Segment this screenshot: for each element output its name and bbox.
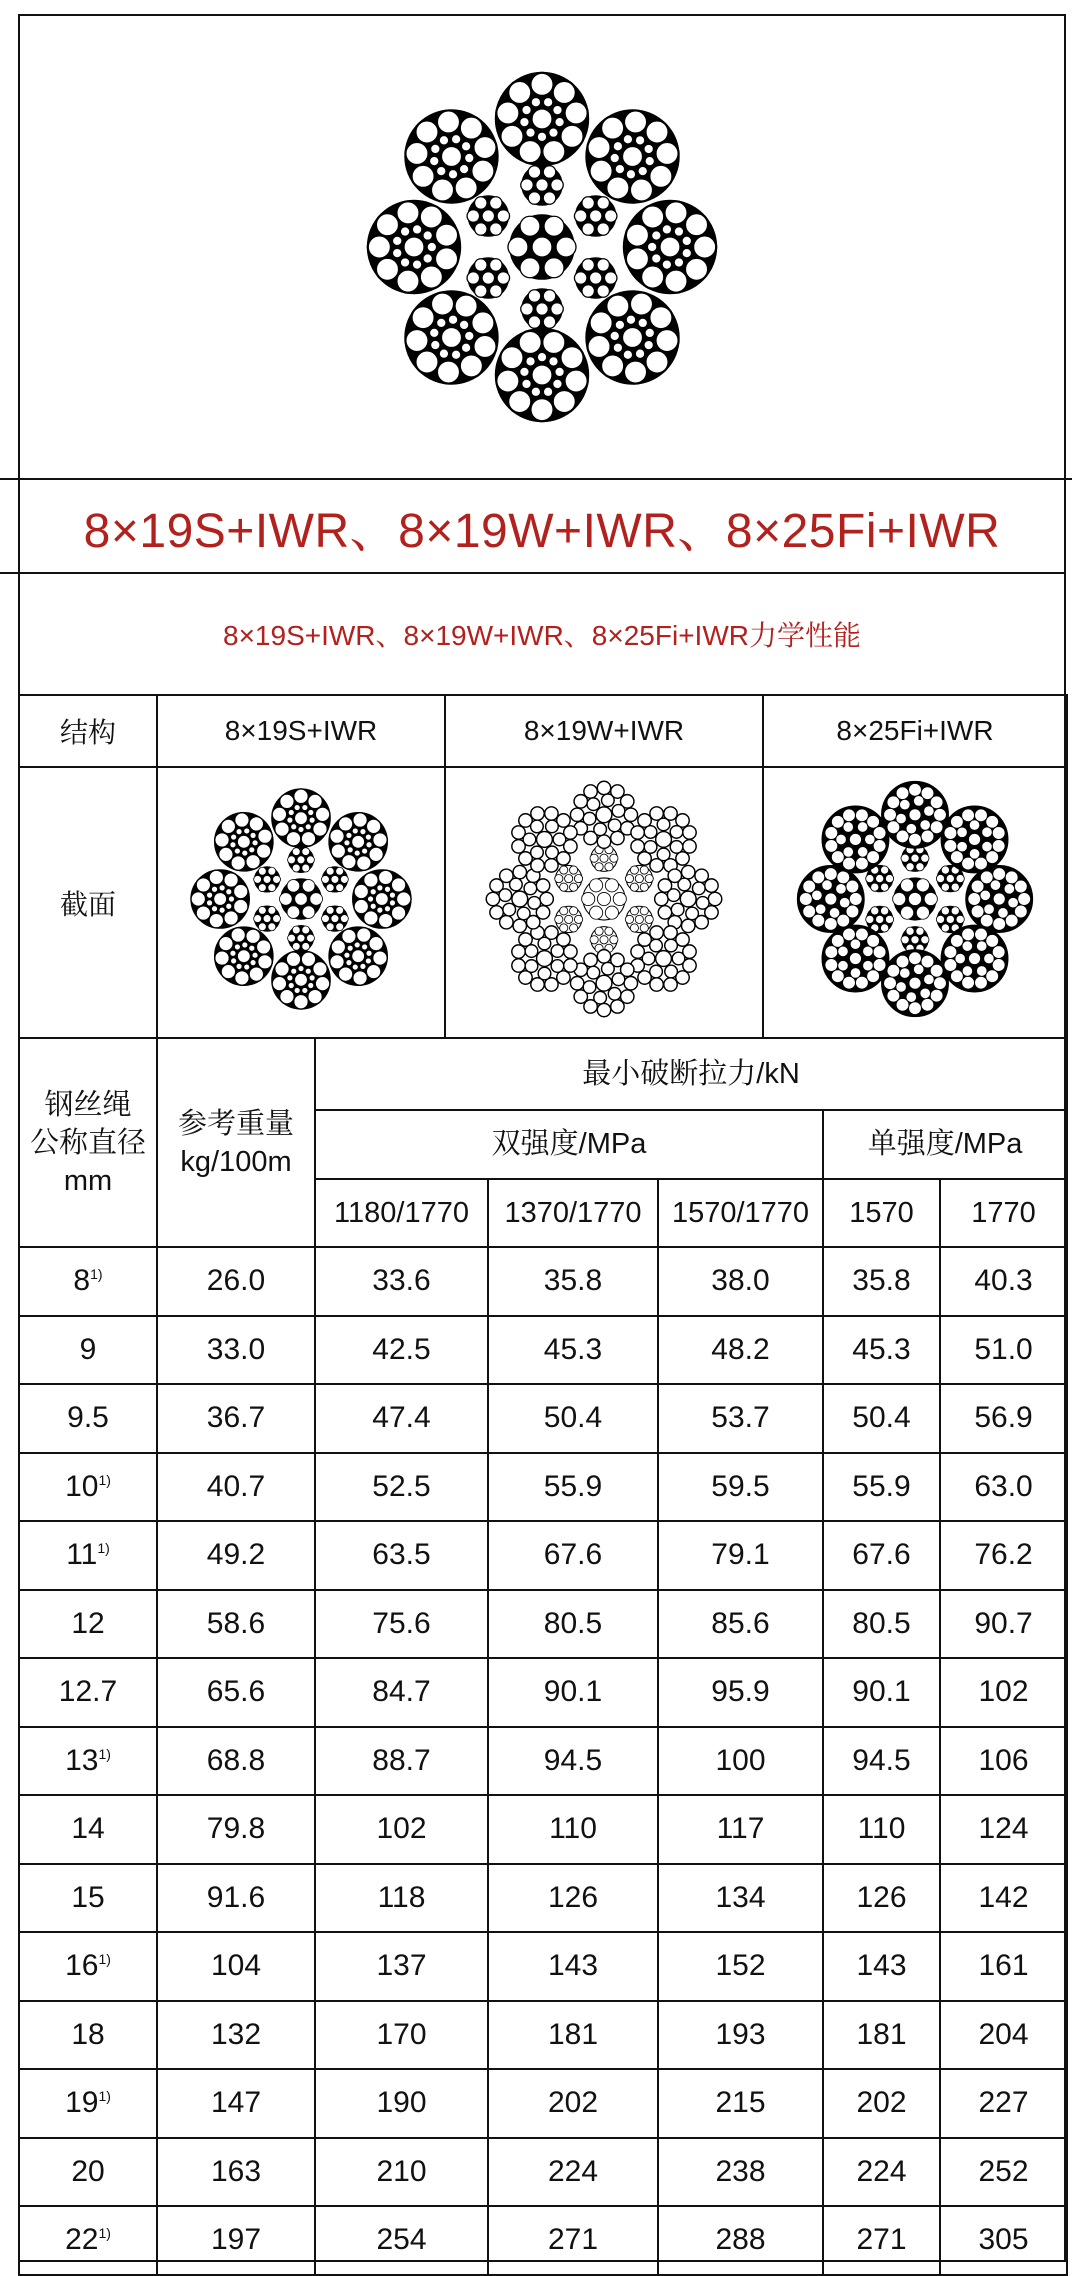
table-row [19, 2069, 1067, 2138]
type-name: 8×19W+IWR [445, 695, 763, 767]
weight-cell: 49.2 [157, 1521, 315, 1590]
table-row [19, 1521, 1067, 1590]
break-force-cell: 152 [658, 1932, 823, 2001]
diameter-value: 22 [65, 2223, 99, 2257]
break-force-cell: 224 [823, 2138, 940, 2207]
min-break-header: 最小破断拉力/kN [315, 1038, 1067, 1110]
divider-tick [1066, 478, 1072, 480]
grade-header: 1570 [823, 1179, 940, 1248]
footnote-marker: 1) [90, 1266, 103, 1283]
diameter-cell [19, 1247, 157, 1316]
header-line: 参考重量 [177, 1107, 294, 1140]
break-force-cell: 142 [940, 1864, 1067, 1933]
weight-cell: 79.8 [157, 1795, 315, 1864]
wire-rope-cross-section-icon [352, 57, 732, 437]
break-force-cell: 254 [315, 2206, 488, 2275]
break-force-cell: 106 [940, 1727, 1067, 1796]
diameter-cell [19, 1795, 157, 1864]
break-force-cell: 84.7 [315, 1658, 488, 1727]
diameter-value: 15 [71, 1880, 105, 1914]
diameter-cell [19, 1384, 157, 1453]
break-force-cell: 204 [940, 2001, 1067, 2070]
break-force-cell: 137 [315, 1932, 488, 2001]
diameter-value: 8 [73, 1264, 91, 1298]
table-row [19, 1727, 1067, 1796]
break-force-cell: 48.2 [658, 1316, 823, 1385]
weight-cell: 132 [157, 2001, 315, 2070]
break-force-cell: 126 [823, 1864, 940, 1933]
break-force-cell: 47.4 [315, 1384, 488, 1453]
break-force-cell: 94.5 [823, 1727, 940, 1796]
weight-cell: 26.0 [157, 1247, 315, 1316]
break-force-cell: 52.5 [315, 1453, 488, 1522]
break-force-cell: 67.6 [488, 1521, 658, 1590]
diameter-cell [19, 1727, 157, 1796]
break-force-cell: 110 [488, 1795, 658, 1864]
weight-cell: 33.0 [157, 1316, 315, 1385]
weight-cell: 65.6 [157, 1658, 315, 1727]
header-line: mm [63, 1164, 113, 1197]
divider-tick [0, 572, 18, 574]
break-force-cell: 124 [940, 1795, 1067, 1864]
break-force-cell: 53.7 [658, 1384, 823, 1453]
break-force-cell: 90.1 [488, 1658, 658, 1727]
diameter-value: 16 [65, 1949, 99, 1983]
diameter-value: 13 [65, 1743, 99, 1777]
break-force-cell: 288 [658, 2206, 823, 2275]
break-force-cell: 50.4 [488, 1384, 658, 1453]
weight-cell: 104 [157, 1932, 315, 2001]
diameter-value: 12 [71, 1606, 105, 1640]
section-label: 截面 [19, 767, 157, 1038]
break-force-cell: 305 [940, 2206, 1067, 2275]
break-force-cell: 117 [658, 1795, 823, 1864]
table-row [19, 1384, 1067, 1453]
diameter-cell [19, 1453, 157, 1522]
table-row [19, 1864, 1067, 1933]
break-force-cell: 100 [658, 1727, 823, 1796]
footnote-marker: 1) [98, 2088, 111, 2105]
weight-cell: 36.7 [157, 1384, 315, 1453]
diameter-cell [19, 2001, 157, 2070]
table-row [19, 1247, 1067, 1316]
break-force-cell: 80.5 [823, 1590, 940, 1659]
break-force-cell: 76.2 [940, 1521, 1067, 1590]
break-force-cell: 193 [658, 2001, 823, 2070]
page-title: 8×19S+IWR、8×19W+IWR、8×25Fi+IWR [83, 504, 1001, 558]
cross-section-8x19s-icon [181, 779, 421, 1019]
break-force-cell: 59.5 [658, 1453, 823, 1522]
type-name: 8×19S+IWR [157, 695, 445, 767]
diameter-value: 18 [71, 2017, 105, 2051]
diameter-value: 9 [79, 1332, 97, 1366]
section-cell [157, 767, 445, 1038]
table-row [19, 1795, 1067, 1864]
footnote-marker: 1) [97, 1540, 110, 1557]
break-force-cell: 215 [658, 2069, 823, 2138]
header-line: 钢丝绳 [44, 1088, 132, 1121]
break-force-cell: 67.6 [823, 1521, 940, 1590]
break-force-cell: 45.3 [488, 1316, 658, 1385]
weight-cell: 163 [157, 2138, 315, 2207]
section-cell [763, 767, 1067, 1038]
table-row [19, 1316, 1067, 1385]
weight-cell: 91.6 [157, 1864, 315, 1933]
break-force-cell: 63.5 [315, 1521, 488, 1590]
break-force-cell: 110 [823, 1795, 940, 1864]
break-force-cell: 252 [940, 2138, 1067, 2207]
footnote-marker: 1) [98, 1471, 111, 1488]
table-row [19, 2001, 1067, 2070]
break-force-cell: 85.6 [658, 1590, 823, 1659]
break-force-cell: 202 [823, 2069, 940, 2138]
diameter-value: 10 [65, 1469, 99, 1503]
diameter-cell [19, 1864, 157, 1933]
break-force-cell: 118 [315, 1864, 488, 1933]
weight-cell: 147 [157, 2069, 315, 2138]
cross-section-8x25fi-icon [790, 774, 1040, 1024]
break-force-cell: 80.5 [488, 1590, 658, 1659]
table-caption: 8×19S+IWR、8×19W+IWR、8×25Fi+IWR力学性能 [223, 620, 861, 651]
break-force-cell: 238 [658, 2138, 823, 2207]
break-force-cell: 143 [823, 1932, 940, 2001]
footnote-marker: 1) [98, 1745, 111, 1762]
break-force-cell: 224 [488, 2138, 658, 2207]
footnote-marker: 1) [98, 2225, 111, 2242]
break-force-cell: 40.3 [940, 1247, 1067, 1316]
structure-label: 结构 [19, 695, 157, 767]
break-force-cell: 42.5 [315, 1316, 488, 1385]
break-force-cell: 210 [315, 2138, 488, 2207]
break-force-cell: 202 [488, 2069, 658, 2138]
grade-header: 1770 [940, 1179, 1067, 1248]
break-force-cell: 56.9 [940, 1384, 1067, 1453]
break-force-cell: 134 [658, 1864, 823, 1933]
diameter-cell [19, 1521, 157, 1590]
break-force-cell: 63.0 [940, 1453, 1067, 1522]
type-name: 8×25Fi+IWR [763, 695, 1067, 767]
diameter-cell [19, 1932, 157, 2001]
dual-strength-header: 双强度/MPa [315, 1110, 823, 1179]
break-force-cell: 79.1 [658, 1521, 823, 1590]
break-force-cell: 35.8 [823, 1247, 940, 1316]
diameter-header [19, 1038, 157, 1247]
break-force-cell: 55.9 [823, 1453, 940, 1522]
break-force-cell: 143 [488, 1932, 658, 2001]
header-line: 公称直径 [29, 1126, 146, 1159]
table-row [19, 1932, 1067, 2001]
footnote-marker: 1) [98, 1951, 111, 1968]
break-force-cell: 94.5 [488, 1727, 658, 1796]
diameter-value: 12.7 [58, 1675, 118, 1709]
diameter-value: 20 [71, 2154, 105, 2188]
break-force-cell: 181 [488, 2001, 658, 2070]
grade-header: 1570/1770 [658, 1179, 823, 1248]
weight-cell: 40.7 [157, 1453, 315, 1522]
diameter-cell [19, 2138, 157, 2207]
break-force-cell: 45.3 [823, 1316, 940, 1385]
break-force-cell: 102 [940, 1658, 1067, 1727]
break-force-cell: 55.9 [488, 1453, 658, 1522]
grade-header: 1180/1770 [315, 1179, 488, 1248]
diameter-value: 11 [66, 1538, 98, 1572]
break-force-cell: 227 [940, 2069, 1067, 2138]
break-force-cell: 170 [315, 2001, 488, 2070]
break-force-cell: 88.7 [315, 1727, 488, 1796]
break-force-cell: 181 [823, 2001, 940, 2070]
table-row [19, 1590, 1067, 1659]
cross-section-8x19w-icon [479, 774, 729, 1024]
weight-header [157, 1038, 315, 1247]
break-force-cell: 190 [315, 2069, 488, 2138]
structure-table [18, 694, 1068, 1039]
diameter-cell [19, 2069, 157, 2138]
header-line: kg/100m [180, 1145, 292, 1178]
break-force-cell: 271 [823, 2206, 940, 2275]
break-force-cell: 161 [940, 1932, 1067, 2001]
diameter-cell [19, 1658, 157, 1727]
break-force-cell: 271 [488, 2206, 658, 2275]
table-row [19, 1658, 1067, 1727]
diameter-value: 14 [71, 1812, 105, 1846]
mechanical-properties-table [18, 1037, 1068, 2276]
diameter-value: 19 [65, 2086, 99, 2120]
grade-header: 1370/1770 [488, 1179, 658, 1248]
break-force-cell: 75.6 [315, 1590, 488, 1659]
break-force-cell: 50.4 [823, 1384, 940, 1453]
break-force-cell: 126 [488, 1864, 658, 1933]
table-row [19, 2206, 1067, 2275]
divider-tick [0, 478, 18, 480]
weight-cell: 68.8 [157, 1727, 315, 1796]
diameter-cell [19, 2206, 157, 2275]
break-force-cell: 90.1 [823, 1658, 940, 1727]
diameter-cell [19, 1316, 157, 1385]
hero-cross-section [20, 16, 1064, 478]
break-force-cell: 33.6 [315, 1247, 488, 1316]
break-force-cell: 95.9 [658, 1658, 823, 1727]
diameter-cell [19, 1590, 157, 1659]
single-strength-header: 单强度/MPa [823, 1110, 1067, 1179]
weight-cell: 197 [157, 2206, 315, 2275]
break-force-cell: 35.8 [488, 1247, 658, 1316]
break-force-cell: 51.0 [940, 1316, 1067, 1385]
diameter-value: 9.5 [67, 1401, 109, 1435]
weight-cell: 58.6 [157, 1590, 315, 1659]
break-force-cell: 102 [315, 1795, 488, 1864]
section-cell [445, 767, 763, 1038]
break-force-cell: 38.0 [658, 1247, 823, 1316]
table-row [19, 1453, 1067, 1522]
break-force-cell: 90.7 [940, 1590, 1067, 1659]
table-row [19, 2138, 1067, 2207]
